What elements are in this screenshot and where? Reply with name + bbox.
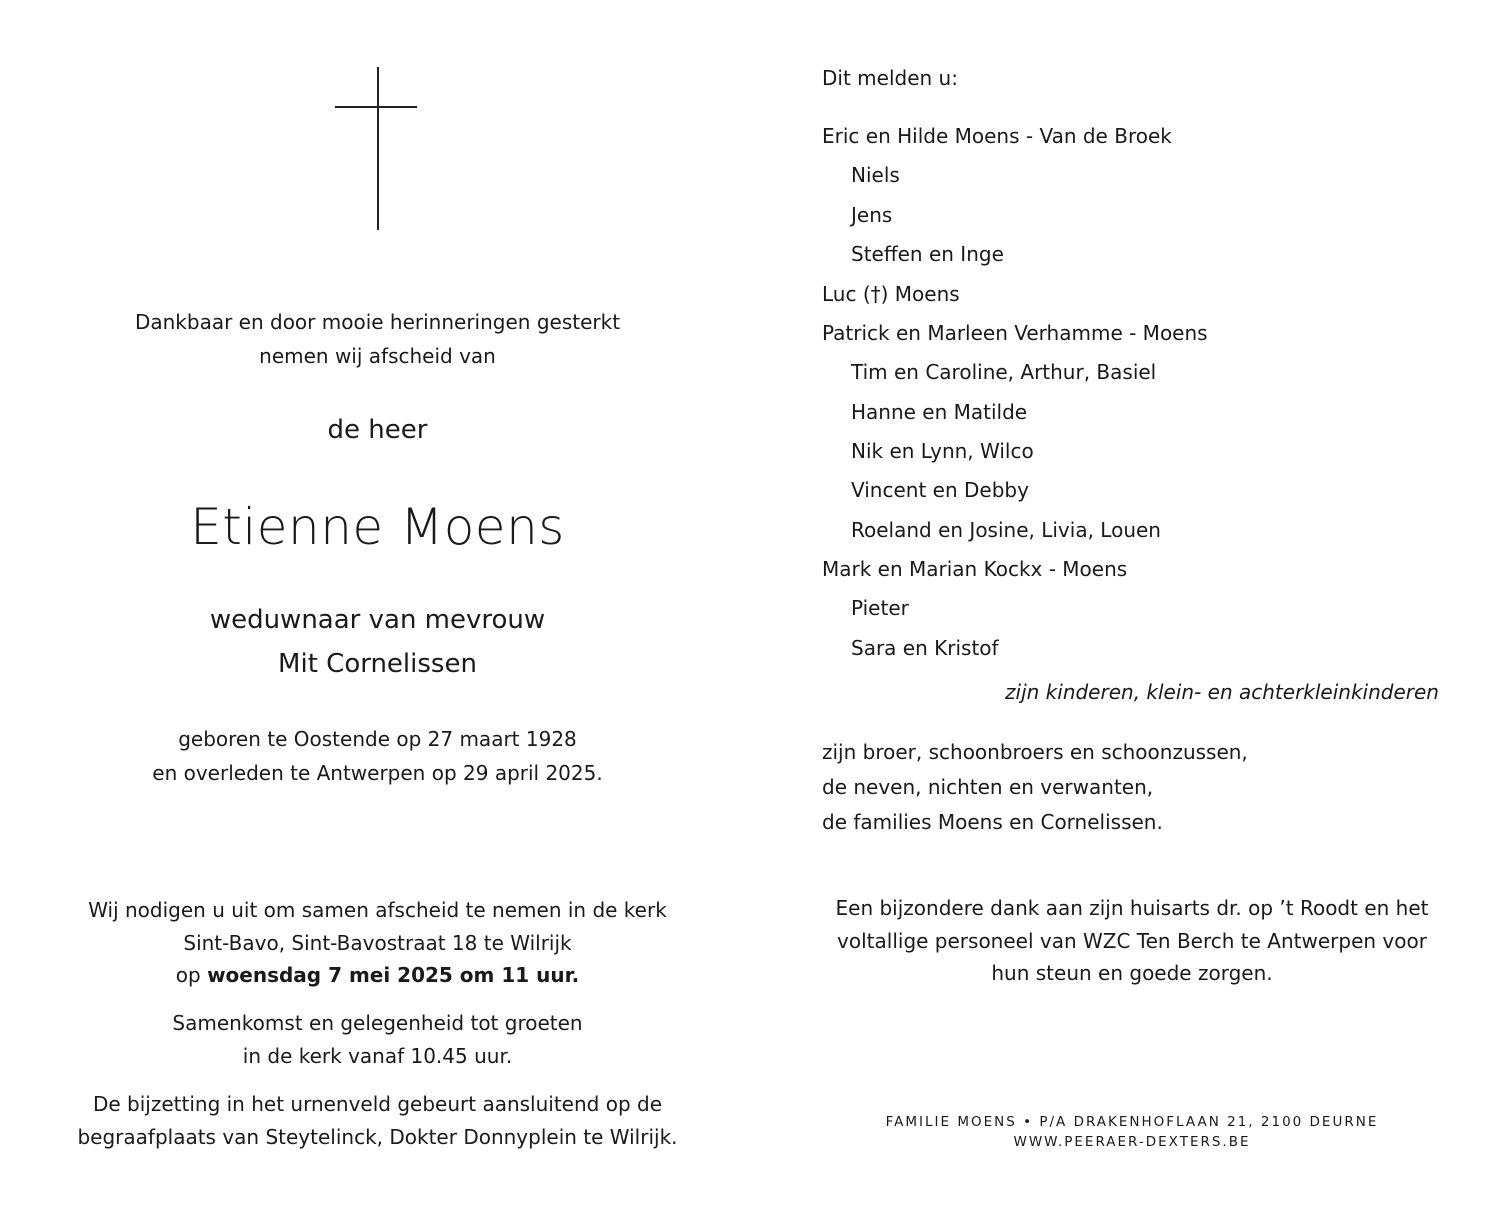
family-member-line: Jens xyxy=(851,203,893,227)
cross-horizontal-bar xyxy=(335,106,417,108)
life-dates xyxy=(40,722,715,790)
burial-line-1: De bijzetting in het urnenveld gebeurt aansluitend op de xyxy=(92,1092,663,1116)
ceremony-date-prefix: op xyxy=(175,963,201,987)
family-caption: zijn kinderen, klein- en achterkleinkinderen xyxy=(1005,680,1439,704)
intro-line-2: nemen wij afscheid van xyxy=(259,344,496,368)
burial-line-2: begraafplaats van Steytelinck, Dokter Donnyplein te Wilrijk. xyxy=(77,1124,678,1149)
family-member-line: Patrick en Marleen Verhamme - Moens xyxy=(822,321,1208,345)
thanks-text xyxy=(812,892,1452,990)
ceremony-date-time: woensdag 7 mei 2025 om 11 uur. xyxy=(207,963,580,987)
footer-website: WWW.PEERAER-DEXTERS.BE xyxy=(1013,1134,1251,1150)
intro-text xyxy=(40,305,715,373)
widower-line-2: Mit Cornelissen xyxy=(278,649,477,679)
ceremony-invitation xyxy=(40,894,715,992)
footer xyxy=(812,1112,1452,1152)
family-member-line: Nik en Lynn, Wilco xyxy=(851,439,1034,463)
widower-line-1: weduwnaar van mevrouw xyxy=(209,605,546,635)
ceremony-line-1: Wij nodigen u uit om samen afscheid te nemen in de kerk xyxy=(88,898,667,922)
thanks-line-1: Een bijzondere dank aan zijn huisarts dr. op ’t Roodt en het xyxy=(835,896,1429,920)
widower-text xyxy=(40,598,715,686)
family-member-line: Pieter xyxy=(851,596,909,620)
relatives-line-3: de families Moens en Cornelissen. xyxy=(822,810,1163,834)
relatives-text xyxy=(822,735,1248,840)
family-member-line: Mark en Marian Kockx - Moens xyxy=(822,557,1128,581)
gathering-line-2: in de kerk vanaf 10.45 uur. xyxy=(242,1043,513,1068)
footer-address: FAMILIE MOENS • P/A DRAKENHOFLAAN 21, 2100 DEURNE xyxy=(885,1114,1379,1130)
ceremony-line-2: Sint-Bavo, Sint-Bavostraat 18 te Wilrijk xyxy=(183,930,572,955)
family-member-line: Hanne en Matilde xyxy=(851,400,1028,424)
family-member-line: Steffen en Inge xyxy=(851,242,1004,266)
family-member-line: Roeland en Josine, Livia, Louen xyxy=(851,518,1161,542)
birth-line: geboren te Oostende op 27 maart 1928 xyxy=(178,727,577,751)
ceremony-line-3 xyxy=(40,959,715,992)
gathering-info xyxy=(40,1007,715,1072)
family-member-line: Vincent en Debby xyxy=(851,478,1029,502)
honorific-title: de heer xyxy=(327,415,428,445)
cross-vertical-bar xyxy=(377,67,379,230)
family-member-line: Tim en Caroline, Arthur, Basiel xyxy=(851,360,1157,384)
intro-line-1: Dankbaar en door mooie herinneringen gesterkt xyxy=(134,310,621,334)
family-member-line: Luc (†) Moens xyxy=(822,282,960,306)
family-member-line: Sara en Kristof xyxy=(851,636,999,660)
thanks-line-3: hun steun en goede zorgen. xyxy=(991,961,1273,985)
gathering-line-1: Samenkomst en gelegenheid tot groeten xyxy=(172,1011,583,1035)
death-line: en overleden te Antwerpen op 29 april 2025. xyxy=(152,761,603,785)
relatives-line-2: de neven, nichten en verwanten, xyxy=(822,775,1154,799)
thanks-line-2: voltallige personeel van WZC Ten Berch te Antwerpen voor xyxy=(837,928,1427,953)
family-member-line: Eric en Hilde Moens - Van de Broek xyxy=(822,124,1172,148)
announce-heading: Dit melden u: xyxy=(822,66,958,90)
burial-info xyxy=(40,1088,715,1153)
family-member-line: Niels xyxy=(851,163,900,187)
deceased-name: Etienne Moens xyxy=(190,498,565,556)
relatives-line-1: zijn broer, schoonbroers en schoonzussen, xyxy=(822,740,1248,764)
